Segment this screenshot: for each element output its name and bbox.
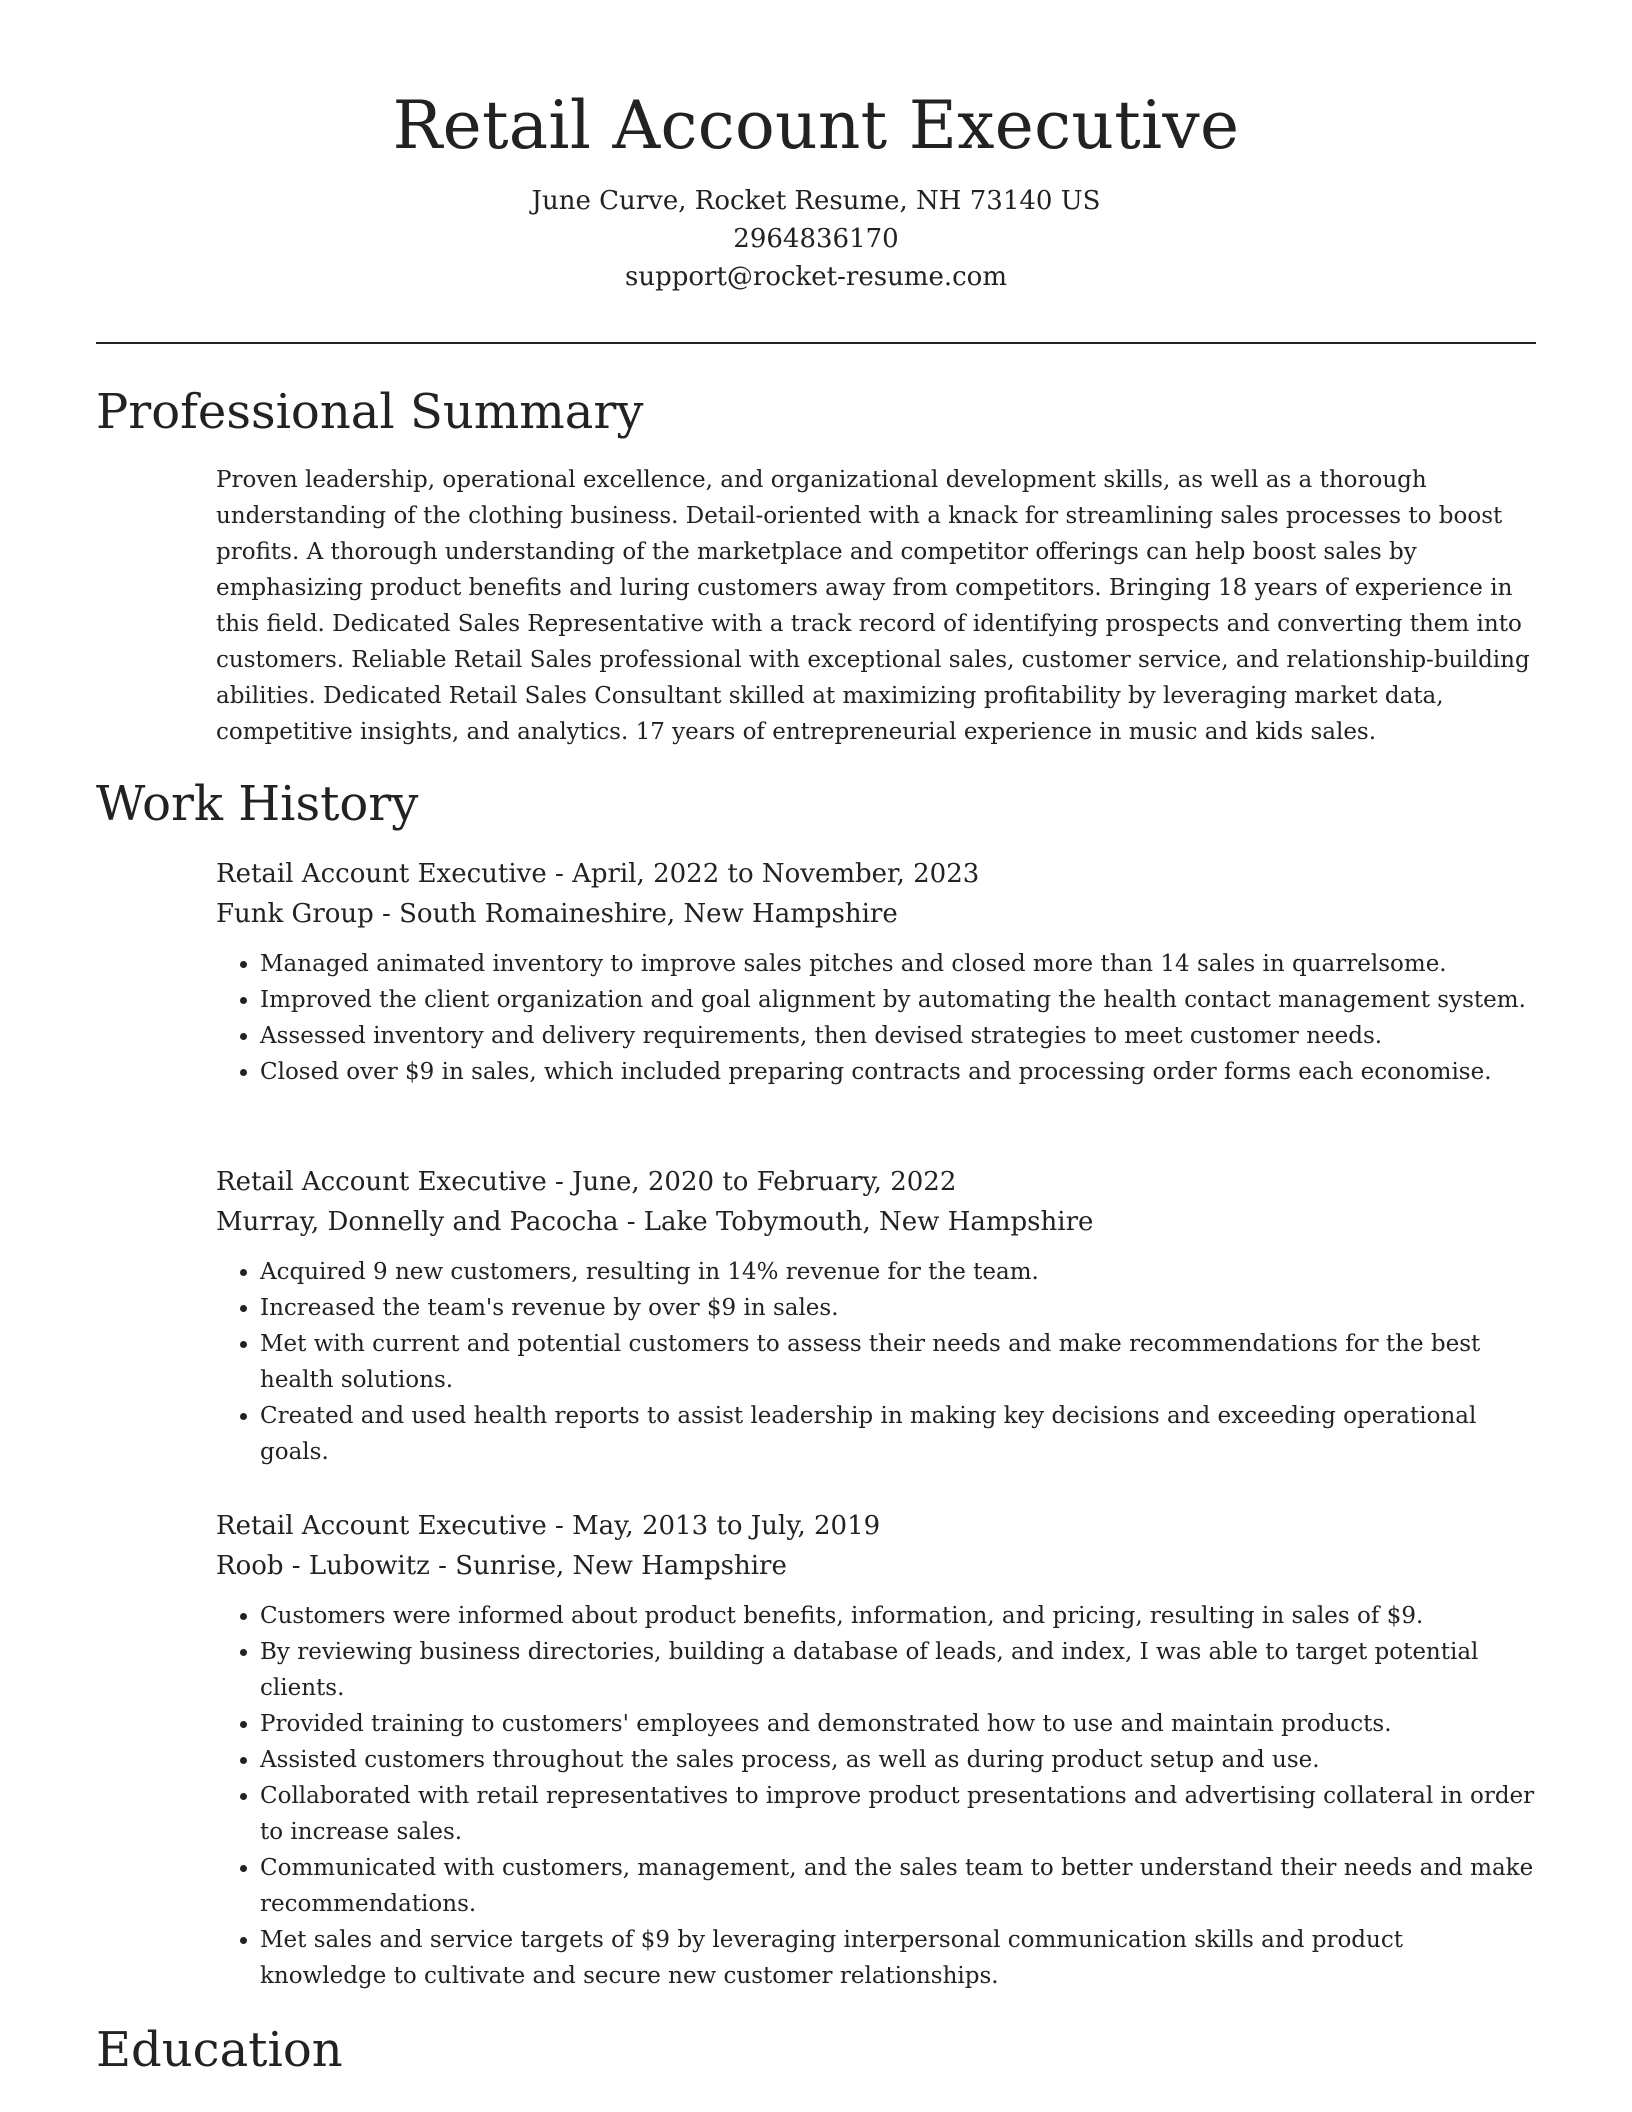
job-company-line [216, 1202, 1536, 1242]
job-bullet: • Acquired 9 new customers, resulting in 14% revenue for the team. [260, 1254, 1536, 1290]
job-dates: - April, 2022 to November, 2023 [546, 859, 980, 889]
resume-header [96, 84, 1536, 296]
job-bullet: • Collaborated with retail representatives to improve product presentations and advertising collateral in order to increase sales. [260, 1778, 1536, 1850]
job-dates: - June, 2020 to February, 2022 [546, 1167, 957, 1197]
section-title-work-history: Work History [96, 776, 419, 832]
job-company: Funk Group [216, 899, 374, 929]
job-2 [216, 1162, 1536, 1470]
job-bullets [216, 1254, 1536, 1470]
job-bullet: • By reviewing business directories, building a database of leads, and index, I was able to target potential clients. [260, 1634, 1536, 1706]
job-bullet: • Assisted customers throughout the sales process, as well as during product setup and use. [260, 1742, 1536, 1778]
job-bullet: • Closed over $9 in sales, which included preparing contracts and processing order forms each economise. [260, 1054, 1536, 1090]
summary-text: Proven leadership, operational excellence, and organizational development skills, as well as a thorough understanding of the clothing business. Detail-oriented with a knack for streamlining sales processes to boost profits. A thorough understanding of the marketplace and competitor offerings can help boost sales by emphasizing product benefits and luring customers away from competitors. Bringing 18 years of experience in this field. Dedicated Sales Representative with a track record of identifying prospects and converting them into customers. Reliable Retail Sales professional with exceptional sales, customer service, and relationship-building abilities. Dedicated Retail Sales Consultant skilled at maximizing profitability by leveraging market data, competitive insights, and analytics. 17 years of entrepreneurial experience in music and kids sales. [216, 467, 1530, 745]
job-bullet: • Assessed inventory and delivery requirements, then devised strategies to meet customer needs. [260, 1018, 1536, 1054]
job-title-line [216, 854, 1536, 894]
contact-email: support@rocket-resume.com [624, 262, 1007, 292]
job-bullet: • Communicated with customers, management, and the sales team to better understand their needs and make recommendations. [260, 1850, 1536, 1922]
job-company: Roob - Lubowitz [216, 1551, 430, 1581]
job-bullets [216, 1598, 1536, 1994]
contact-phone: 2964836170 [733, 224, 899, 254]
job-role: Retail Account Executive [216, 859, 547, 889]
job-bullet: • Customers were informed about product benefits, information, and pricing, resulting in sales of $9. [260, 1598, 1536, 1634]
professional-summary [216, 462, 1536, 750]
job-location: - Sunrise, New Hampshire [429, 1551, 787, 1581]
resume-title: Retail Account Executive [392, 87, 1240, 164]
header-divider [96, 342, 1536, 344]
job-location: - Lake Tobymouth, New Hampshire [618, 1207, 1094, 1237]
job-bullets [216, 946, 1536, 1090]
job-role: Retail Account Executive [216, 1167, 547, 1197]
contact-info [96, 182, 1536, 296]
job-company-line [216, 894, 1536, 934]
job-title-line [216, 1506, 1536, 1546]
job-company: Murray, Donnelly and Pacocha [216, 1207, 619, 1237]
job-company-line [216, 1546, 1536, 1586]
job-role: Retail Account Executive [216, 1511, 547, 1541]
section-title-professional-summary: Professional Summary [96, 384, 644, 440]
section-title-education: Education [96, 2022, 343, 2078]
job-bullet: • Increased the team's revenue by over $9 in sales. [260, 1290, 1536, 1326]
job-bullet: • Provided training to customers' employees and demonstrated how to use and maintain products. [260, 1706, 1536, 1742]
job-title-line [216, 1162, 1536, 1202]
job-1 [216, 854, 1536, 1090]
job-3 [216, 1506, 1536, 1994]
job-bullet: • Met sales and service targets of $9 by leveraging interpersonal communication skills and product knowledge to cultivate and secure new customer relationships. [260, 1922, 1536, 1994]
contact-address: June Curve, Rocket Resume, NH 73140 US [531, 186, 1101, 216]
job-location: - South Romaineshire, New Hampshire [373, 899, 898, 929]
job-bullet: • Improved the client organization and goal alignment by automating the health contact management system. [260, 982, 1536, 1018]
job-bullet: • Managed animated inventory to improve sales pitches and closed more than 14 sales in quarrelsome. [260, 946, 1536, 982]
job-bullet: • Created and used health reports to assist leadership in making key decisions and exceeding operational goals. [260, 1398, 1536, 1470]
job-dates: - May, 2013 to July, 2019 [546, 1511, 881, 1541]
job-bullet: • Met with current and potential customers to assess their needs and make recommendations for the best health solutions. [260, 1326, 1536, 1398]
